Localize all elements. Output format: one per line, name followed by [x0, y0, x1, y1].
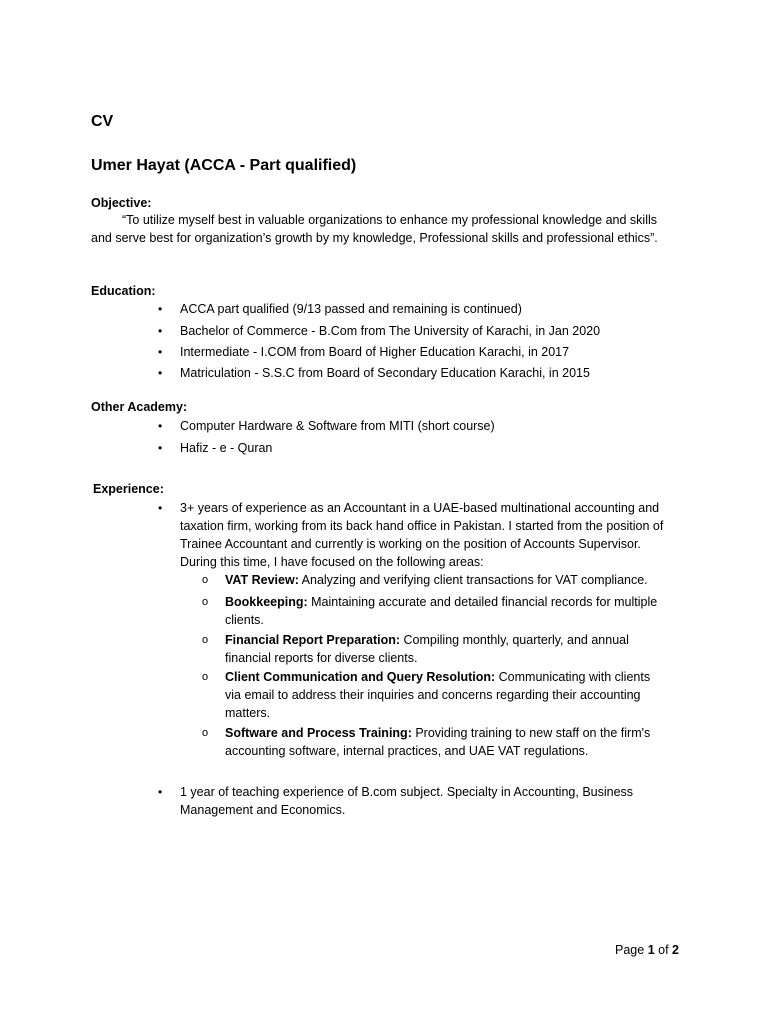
circle-bullet-icon: o: [202, 596, 209, 608]
bullet-icon: •: [158, 302, 163, 316]
education-item: ACCA part qualified (9/13 passed and remaining is continued): [180, 302, 522, 316]
sub-item-label: Software and Process Training:: [225, 726, 412, 740]
experience-second-item: 1 year of teaching experience of B.com subject. Specialty in Accounting, Business Management and Economics.: [180, 785, 634, 817]
sub-item-text: Maintaining accurate and detailed financial records for multiple clients.: [225, 595, 658, 627]
education-item: Intermediate - I.COM from Board of Higher Education Karachi, in 2017: [180, 345, 570, 359]
bullet-icon: •: [158, 419, 163, 433]
education-heading: Education:: [91, 284, 156, 298]
current-page-number: 1: [647, 943, 655, 957]
other-academy-item: Hafiz - e - Quran: [180, 441, 273, 455]
education-item: Matriculation - S.S.C from Board of Secondary Education Karachi, in 2015: [180, 366, 590, 380]
circle-bullet-icon: o: [202, 634, 209, 646]
education-item: Bachelor of Commerce - B.Com from The University of Karachi, in Jan 2020: [180, 324, 601, 338]
objective-paragraph: [91, 211, 663, 247]
sub-item-text: Providing training to new staff on the firm's accounting software, internal practices, and UAE VAT regulations.: [225, 726, 651, 758]
other-academy-heading: Other Academy:: [91, 400, 188, 414]
circle-bullet-icon: o: [202, 671, 209, 683]
page-word: Page: [615, 943, 645, 957]
other-academy-item: Computer Hardware & Software from MITI (short course): [180, 419, 495, 433]
bullet-icon: •: [158, 785, 163, 799]
bullet-icon: •: [158, 441, 163, 455]
experience-heading: Experience:: [93, 482, 164, 496]
circle-bullet-icon: o: [202, 727, 209, 739]
objective-heading: Objective:: [91, 196, 152, 210]
document-title: CV: [91, 113, 114, 130]
bullet-icon: •: [158, 366, 163, 380]
experience-main-item: 3+ years of experience as an Accountant in a UAE-based multinational accounting and taxation firm, working from its back hand office in Pakistan. I started from the position of Trainee Accountant and currently is working on the position of Accounts Supervisor. During this time, I have focused on the following areas:: [180, 501, 664, 569]
sub-item-label: Financial Report Preparation:: [225, 633, 401, 647]
sub-item-text: Communicating with clients via email to address their inquiries and concerns regarding their accounting matters.: [225, 670, 651, 720]
objective-text: “To utilize myself best in valuable organizations to enhance my professional knowledge and skills and serve best for organization’s growth by my knowledge, Professional skills and professional ethics”.: [91, 213, 658, 245]
of-word: of: [658, 943, 669, 957]
sub-item-text: Compiling monthly, quarterly, and annual financial reports for diverse clients.: [225, 633, 629, 665]
page-number-footer: [615, 943, 679, 957]
bullet-icon: •: [158, 501, 163, 515]
sub-item-label: Bookkeeping:: [225, 595, 308, 609]
total-pages-number: 2: [672, 943, 679, 957]
candidate-name-heading: Umer Hayat (ACCA - Part qualified): [91, 157, 357, 174]
sub-item-text: Analyzing and verifying client transactions for VAT compliance.: [301, 573, 648, 587]
sub-item-label: VAT Review:: [225, 573, 299, 587]
bullet-icon: •: [158, 345, 163, 359]
bullet-icon: •: [158, 324, 163, 338]
circle-bullet-icon: o: [202, 574, 209, 586]
sub-item-label: Client Communication and Query Resolution:: [225, 670, 496, 684]
